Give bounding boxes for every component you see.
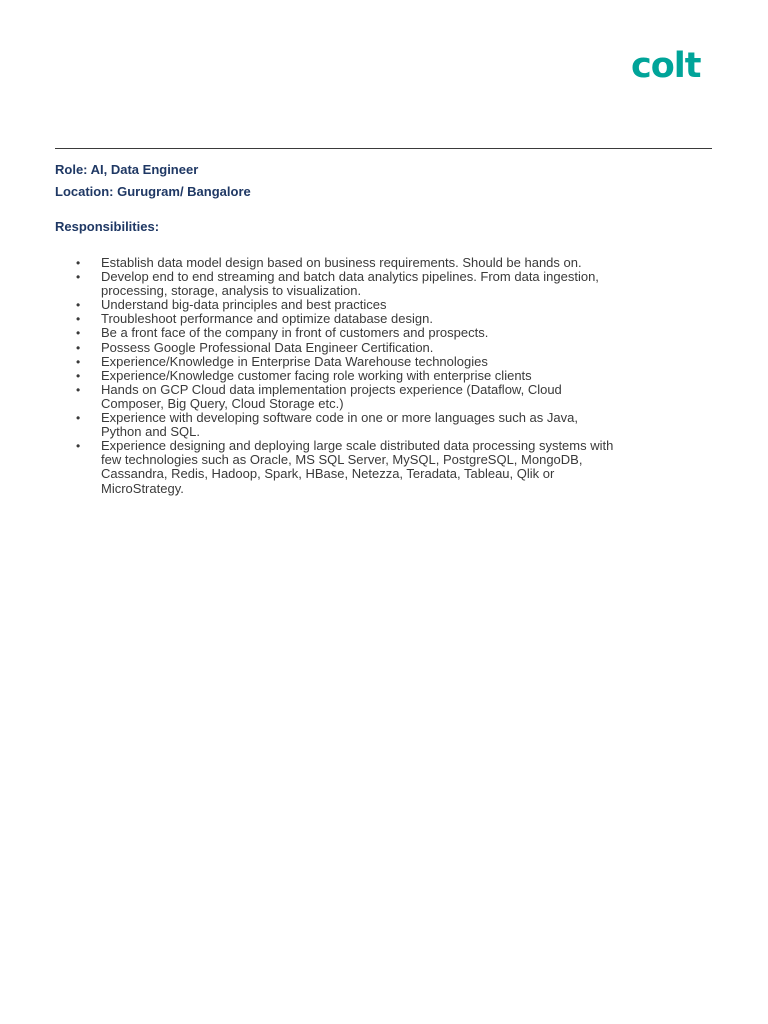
role-heading: Role: AI, Data Engineer xyxy=(55,162,199,177)
bullet-icon: • xyxy=(76,354,81,369)
list-item xyxy=(55,270,615,298)
list-item-text: Experience with developing software code in one or more languages such as Java, Python and SQL. xyxy=(101,410,578,440)
list-item xyxy=(55,298,615,312)
bullet-icon: • xyxy=(76,368,81,383)
bullet-icon: • xyxy=(76,382,81,397)
list-item xyxy=(55,341,615,355)
responsibilities-heading: Responsibilities: xyxy=(55,219,160,234)
colt-logo-text: colt xyxy=(631,46,701,84)
list-item xyxy=(55,411,615,439)
bullet-icon: • xyxy=(76,411,81,426)
responsibilities-list xyxy=(55,256,615,496)
list-item-text: Experience designing and deploying large scale distributed data processing systems with few technologies such as Oracle, MS SQL Server, MySQL, PostgreSQL, MongoDB, Cassandra, Redis, Hadoop, Spark, HBase, Netezza, Teradata, Tableau, Qlik or MicroStrategy. xyxy=(101,438,614,496)
list-item-text: Establish data model design based on business requirements. Should be hands on. xyxy=(101,255,582,270)
list-item xyxy=(55,383,615,411)
bullet-icon: • xyxy=(76,270,81,285)
list-item xyxy=(55,439,615,495)
header-divider xyxy=(55,148,712,149)
bullet-icon: • xyxy=(76,326,81,341)
list-item-text: Be a front face of the company in front of customers and prospects. xyxy=(101,325,489,341)
bullet-icon: • xyxy=(76,298,81,313)
list-item-text: Experience/Knowledge in Enterprise Data Warehouse technologies xyxy=(101,353,488,369)
list-item xyxy=(55,326,615,340)
list-item-text: Experience/Knowledge customer facing role working with enterprise clients xyxy=(101,367,532,383)
list-item-text: Understand big-data principles and best practices xyxy=(101,297,387,313)
list-item xyxy=(55,312,615,326)
list-item xyxy=(55,256,615,270)
bullet-icon: • xyxy=(76,256,81,270)
list-item xyxy=(55,369,615,383)
bullet-icon: • xyxy=(76,340,81,355)
bullet-icon: • xyxy=(76,312,81,327)
colt-logo xyxy=(631,44,713,84)
list-item-text: Develop end to end streaming and batch data analytics pipelines. From data ingestion, processing, storage, analysis to visualization. xyxy=(101,269,599,299)
list-item-text: Hands on GCP Cloud data implementation projects experience (Dataflow, Cloud Composer, Big Query, Cloud Storage etc.) xyxy=(101,381,562,411)
list-item-text: Possess Google Professional Data Engineer Certification. xyxy=(101,339,434,355)
list-item-text: Troubleshoot performance and optimize database design. xyxy=(101,311,433,327)
bullet-icon: • xyxy=(76,439,81,454)
list-item xyxy=(55,355,615,369)
location-heading: Location: Gurugram/ Bangalore xyxy=(55,184,251,199)
